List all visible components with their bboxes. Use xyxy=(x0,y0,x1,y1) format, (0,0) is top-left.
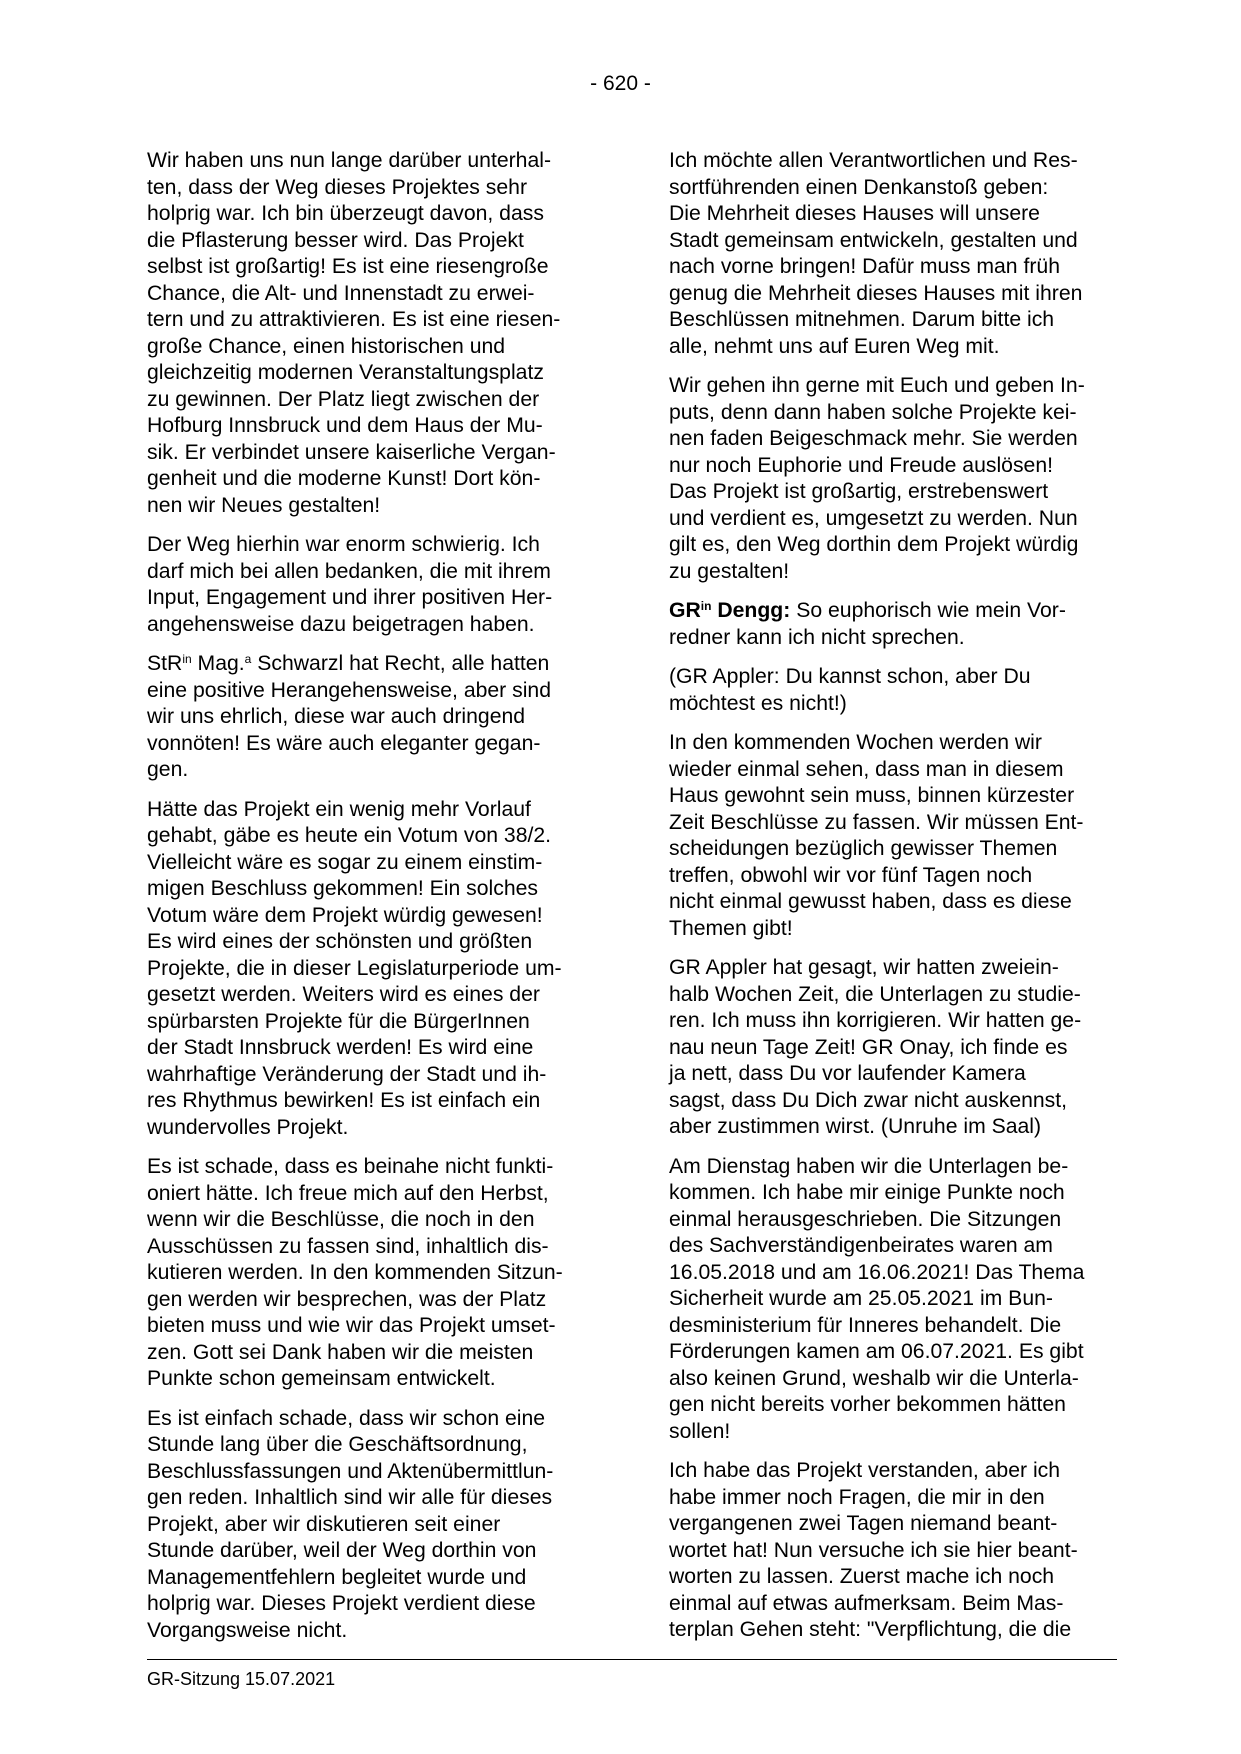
text-line: darf mich bei allen bedanken, die mit ihrem xyxy=(147,559,551,583)
text-line: zu gewinnen. Der Platz liegt zwischen der xyxy=(147,387,540,411)
text-line: Hofburg Innsbruck und dem Haus der Mu- xyxy=(147,414,543,437)
paragraph xyxy=(669,1154,1113,1446)
text-line: der Stadt Innsbruck werden! Es wird eine xyxy=(147,1036,534,1059)
text-line: Beschlussfassungen und Aktenübermittlun- xyxy=(147,1459,554,1483)
text-line: Managementfehlern begleitet wurde und xyxy=(147,1565,527,1589)
text-line: tern und zu attraktivieren. Es ist eine riesen- xyxy=(147,308,561,331)
text-line: große Chance, einen historischen und xyxy=(147,334,506,358)
text-line: (GR Appler: Du kannst schon, aber Du xyxy=(669,665,1031,688)
paragraph xyxy=(147,797,591,1142)
text-line: Am Dienstag haben wir die Unterlagen be- xyxy=(669,1154,1069,1178)
text-line: In den kommenden Wochen werden wir xyxy=(669,731,1042,754)
text-line: vergangenen zwei Tagen niemand beant- xyxy=(669,1512,1058,1535)
text-line: Es ist einfach schade, dass wir schon eine xyxy=(147,1406,546,1430)
text-line: Sicherheit wurde am 25.05.2021 im Bun- xyxy=(669,1287,1053,1310)
text-line: wir uns ehrlich, diese war auch dringend xyxy=(147,705,526,728)
text-line: Themen gibt! xyxy=(669,916,793,940)
text-line: holprig war. Dieses Projekt verdient diese xyxy=(147,1592,536,1615)
text-line: Der Weg hierhin war enorm schwierig. Ich xyxy=(147,533,540,556)
text-line: sortführenden einen Denkanstoß geben: xyxy=(669,175,1049,199)
text-line: Es wird eines der schönsten und größten xyxy=(147,930,533,953)
footer-divider xyxy=(147,1659,1117,1660)
text-line: Ich habe das Projekt verstanden, aber ich xyxy=(669,1459,1061,1482)
text-line: Vorgangsweise nicht. xyxy=(147,1618,348,1642)
superscript: in xyxy=(182,652,192,666)
text-line: terplan Gehen steht: "Verpflichtung, die die xyxy=(669,1618,1072,1641)
text-line: wortet hat! Nun versuche ich sie hier beant- xyxy=(669,1538,1078,1562)
title-abbrev: StR xyxy=(147,652,183,675)
text-line: ren. Ich muss ihn korrigieren. Wir hatten ge- xyxy=(669,1009,1082,1032)
text-line: einmal auf etwas aufmerksam. Beim Mas- xyxy=(669,1591,1064,1615)
text-line: vonnöten! Es wäre auch eleganter gegan- xyxy=(147,731,541,755)
text-line: gleichzeitig modernen Veranstaltungsplatz xyxy=(147,361,544,384)
text-line: Beschlüssen mitnehmen. Darum bitte ich xyxy=(669,308,1055,331)
text-line: also keinen Grund, weshalb wir die Unterla- xyxy=(669,1366,1079,1390)
right-column xyxy=(669,148,1113,1657)
title-abbrev: Mag. xyxy=(191,652,245,675)
text-line: gen nicht bereits vorher bekommen hätten xyxy=(669,1393,1066,1416)
text-line: Votum wäre dem Projekt würdig gewesen! xyxy=(147,903,543,927)
text-line: migen Beschluss gekommen! Ein solches xyxy=(147,877,538,900)
text-line: möchtest es nicht!) xyxy=(669,691,847,715)
text-line: nur noch Euphorie und Freude auslösen! xyxy=(669,453,1053,477)
text-line: wieder einmal sehen, dass man in diesem xyxy=(669,757,1064,781)
text-line: Ich möchte allen Verantwortlichen und Res- xyxy=(669,149,1078,172)
text-line: habe immer noch Fragen, die mir in den xyxy=(669,1485,1045,1509)
speaker-name xyxy=(669,599,790,622)
text-line: nau neun Tage Zeit! GR Onay, ich finde es xyxy=(669,1035,1068,1059)
text-line: Projekt, aber wir diskutieren seit einer xyxy=(147,1512,501,1536)
text-line: Stadt gemeinsam entwickeln, gestalten und xyxy=(669,228,1078,252)
text-line: zen. Gott sei Dank haben wir die meisten xyxy=(147,1340,534,1364)
text-line: Hätte das Projekt ein wenig mehr Vorlauf xyxy=(147,797,531,821)
text-line: holprig war. Ich bin überzeugt davon, dass xyxy=(147,202,544,225)
text-run: Schwarzl hat Recht, alle hatten xyxy=(251,652,550,675)
text-line: ten, dass der Weg dieses Projektes sehr xyxy=(147,175,527,199)
text-line: Das Projekt ist großartig, erstrebenswert xyxy=(669,480,1049,503)
paragraph xyxy=(669,664,1113,717)
text-line: Zeit Beschlüsse zu fassen. Wir müssen Ent- xyxy=(669,810,1084,834)
paragraph xyxy=(669,148,1113,360)
paragraph xyxy=(669,373,1113,585)
text-line: nach vorne bringen! Dafür muss man früh xyxy=(669,255,1060,278)
text-line: eine positive Herangehensweise, aber sind xyxy=(147,678,551,702)
text-line: genheit und die moderne Kunst! Dort kön- xyxy=(147,467,541,490)
page-number: - 620 - xyxy=(590,72,651,95)
text-line: sik. Er verbindet unsere kaiserliche Vergan- xyxy=(147,440,556,464)
text-line: Es ist schade, dass es beinahe nicht funkti- xyxy=(147,1155,554,1178)
footer-text: GR-Sitzung 15.07.2021 xyxy=(147,1669,336,1689)
text-line: halb Wochen Zeit, die Unterlagen zu studie- xyxy=(669,982,1081,1006)
text-line: gen werden wir besprechen, was der Platz xyxy=(147,1287,547,1311)
text-line: aber zustimmen wirst. (Unruhe im Saal) xyxy=(669,1115,1042,1138)
text-line: genug die Mehrheit dieses Hauses mit ihren xyxy=(669,281,1083,305)
text-line: scheidungen bezüglich gewisser Themen xyxy=(669,837,1058,860)
text-line: spürbarsten Projekte für die BürgerInnen xyxy=(147,1009,530,1033)
text-line: einmal herausgeschrieben. Die Sitzungen xyxy=(669,1207,1062,1231)
text-line: 16.05.2018 und am 16.06.2021! Das Thema xyxy=(669,1260,1085,1284)
text-line: nen wir Neues gestalten! xyxy=(147,493,381,517)
text-line: gilt es, den Weg dorthin dem Projekt würdig xyxy=(669,533,1079,556)
paragraph xyxy=(669,955,1113,1141)
text-line: worten zu lassen. Zuerst mache ich noch xyxy=(669,1565,1055,1588)
text-line: gehabt, gäbe es heute ein Votum von 38/2. xyxy=(147,824,552,847)
text-line: puts, denn dann haben solche Projekte kei- xyxy=(669,400,1077,424)
left-column xyxy=(147,148,591,1657)
speaker-paragraph xyxy=(669,598,1113,651)
text-line: wenn wir die Beschlüsse, die noch in den xyxy=(147,1208,535,1231)
text-line: Wir gehen ihn gerne mit Euch und geben In- xyxy=(669,374,1085,397)
text-line: redner kann ich nicht sprechen. xyxy=(669,625,965,649)
text-line: wahrhaftige Veränderung der Stadt und ih- xyxy=(147,1062,547,1086)
text-line: gen. xyxy=(147,758,189,781)
text-line: Ausschüssen zu fassen sind, inhaltlich dis- xyxy=(147,1234,549,1258)
speaker-title: GR xyxy=(669,599,701,622)
text-line: die Pflasterung besser wird. Das Projekt xyxy=(147,228,524,252)
text-line: selbst ist großartig! Es ist eine riesengroße xyxy=(147,255,549,278)
text-line: angehensweise dazu beigetragen haben. xyxy=(147,612,535,636)
text-line: sollen! xyxy=(669,1419,731,1443)
text-line: ja nett, dass Du vor laufender Kamera xyxy=(669,1062,1026,1085)
text-line: gesetzt werden. Weiters wird es eines der xyxy=(147,983,540,1006)
text-line: GR Appler hat gesagt, wir hatten zweiein- xyxy=(669,956,1059,979)
text-line: alle, nehmt uns auf Euren Weg mit. xyxy=(669,334,1000,358)
text-run: So euphorisch wie mein Vor- xyxy=(790,599,1066,622)
paragraph xyxy=(147,1406,591,1645)
text-line: Die Mehrheit dieses Hauses will unsere xyxy=(669,202,1040,225)
text-line: nen faden Beigeschmack mehr. Sie werden xyxy=(669,427,1078,450)
paragraph xyxy=(147,1154,591,1393)
text-line: kommen. Ich habe mir einige Punkte noch xyxy=(669,1181,1065,1204)
text-line: Punkte schon gemeinsam entwickelt. xyxy=(147,1367,496,1390)
paragraph xyxy=(669,730,1113,942)
paragraph xyxy=(147,148,591,519)
text-line: desministerium für Inneres behandelt. Die xyxy=(669,1313,1062,1337)
text-line: und verdient es, umgesetzt zu werden. Nun xyxy=(669,506,1078,530)
superscript: a xyxy=(244,652,252,666)
text-line: oniert hätte. Ich freue mich auf den Herbst, xyxy=(147,1181,549,1205)
text-line: gen reden. Inhaltlich sind wir alle für dieses xyxy=(147,1486,553,1509)
text-line: Haus gewohnt sein muss, binnen kürzester xyxy=(669,784,1075,807)
text-line: sagst, dass Du Dich zwar nicht auskennst, xyxy=(669,1088,1068,1112)
text-line: Input, Engagement und ihrer positiven Her- xyxy=(147,586,553,609)
text-line: Wir haben uns nun lange darüber unterhal- xyxy=(147,149,552,172)
superscript: in xyxy=(700,599,712,613)
text-line: res Rhythmus bewirken! Es ist einfach ein xyxy=(147,1089,541,1112)
text-line: Förderungen kamen am 06.07.2021. Es gibt xyxy=(669,1340,1084,1363)
text-line xyxy=(147,651,591,678)
text-line: Stunde lang über die Geschäftsordnung, xyxy=(147,1433,528,1456)
paragraph xyxy=(147,532,591,638)
speaker-surname: Dengg: xyxy=(711,599,791,622)
paragraph xyxy=(147,651,591,784)
text-line: bieten muss und wie wir das Projekt umset- xyxy=(147,1314,556,1337)
text-line: wundervolles Projekt. xyxy=(147,1115,349,1139)
text-line: Stunde darüber, weil der Weg dorthin von xyxy=(147,1539,537,1562)
text-line: zu gestalten! xyxy=(669,559,790,583)
text-line: Chance, die Alt- und Innenstadt zu erwei- xyxy=(147,281,535,305)
paragraph xyxy=(669,1458,1113,1644)
text-line: des Sachverständigenbeirates waren am xyxy=(669,1234,1053,1257)
text-line: kutieren werden. In den kommenden Sitzun- xyxy=(147,1261,563,1284)
text-line: nicht einmal gewusst haben, dass es diese xyxy=(669,890,1072,913)
text-line xyxy=(669,598,1113,625)
text-line: Projekte, die in dieser Legislaturperiode um- xyxy=(147,956,562,980)
text-line: Vielleicht wäre es sogar zu einem einstim- xyxy=(147,850,543,874)
text-line: treffen, obwohl wir vor fünf Tagen noch xyxy=(669,863,1033,887)
